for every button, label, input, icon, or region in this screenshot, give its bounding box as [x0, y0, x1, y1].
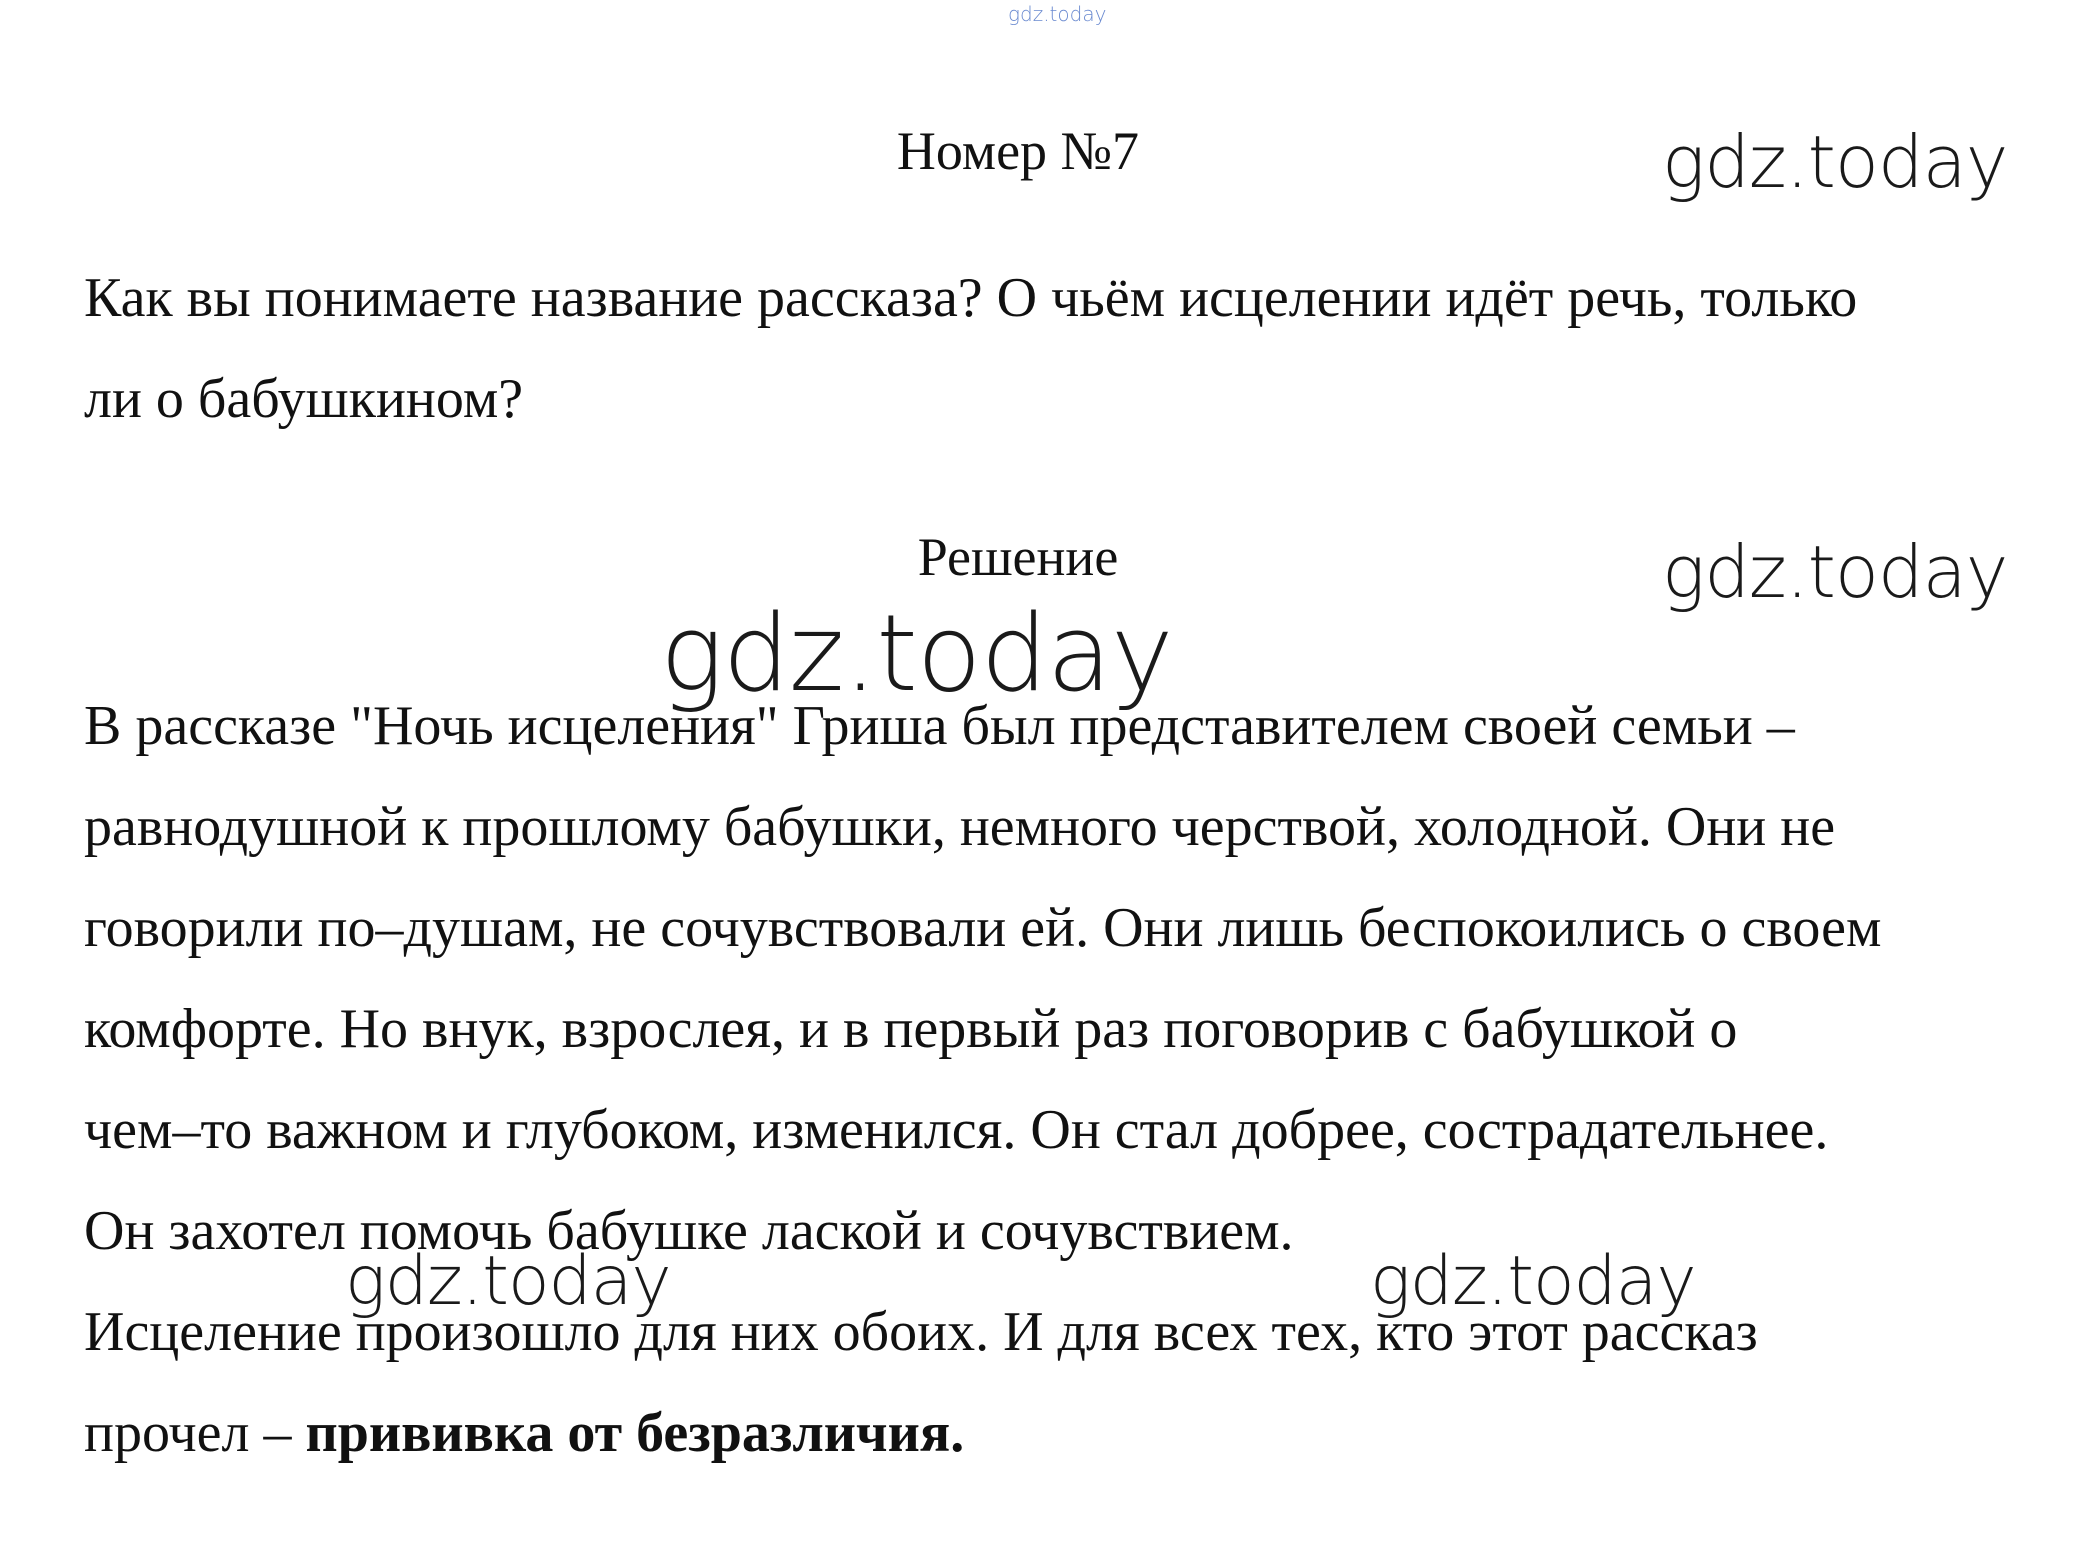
answer-last-line: [84, 1383, 2044, 1484]
watermark-top: gdz.today: [1008, 2, 1107, 26]
answer-line: Он захотел помочь бабушке лаской и сочувствием.: [84, 1200, 1294, 1262]
watermark-bottom-left: gdz.today: [345, 1242, 671, 1321]
answer-line: равнодушной к прошлому бабушки, немного черствой, холодной. Они не: [84, 796, 1836, 858]
solution-heading: Решение: [917, 527, 1119, 587]
answer-conclusion: прививка от безразличия.: [305, 1402, 965, 1464]
answer-last-prefix: прочел –: [84, 1402, 306, 1464]
page-title: Номер №7: [896, 121, 1140, 181]
answer-line: комфорте. Но внук, взрослея, и в первый раз поговорив с бабушкой о: [84, 998, 1738, 1060]
watermark-center: gdz.today: [660, 592, 1173, 715]
answer-line: говорили по–душам, не сочувствовали ей. Они лишь беспокоились о своем: [84, 897, 1882, 959]
question-text: [84, 248, 2044, 450]
answer-text: [84, 676, 2044, 1484]
watermark-right-2: gdz.today: [1662, 530, 2008, 614]
answer-line: чем–то важном и глубоком, изменился. Он стал добрее, сострадательнее.: [84, 1099, 1829, 1161]
question-line: ли о бабушкином?: [84, 368, 524, 430]
answer-line: В рассказе "Ночь исцеления" Гриша был представителем своей семьи –: [84, 695, 1795, 757]
answer-line: Исцеление произошло для них обоих. И для всех тех, кто этот рассказ: [84, 1301, 1758, 1363]
watermark-bottom-right: gdz.today: [1370, 1242, 1696, 1321]
question-line: Как вы понимаете название рассказа? О чьём исцелении идёт речь, только: [84, 267, 1858, 329]
watermark-right-1: gdz.today: [1662, 120, 2008, 204]
